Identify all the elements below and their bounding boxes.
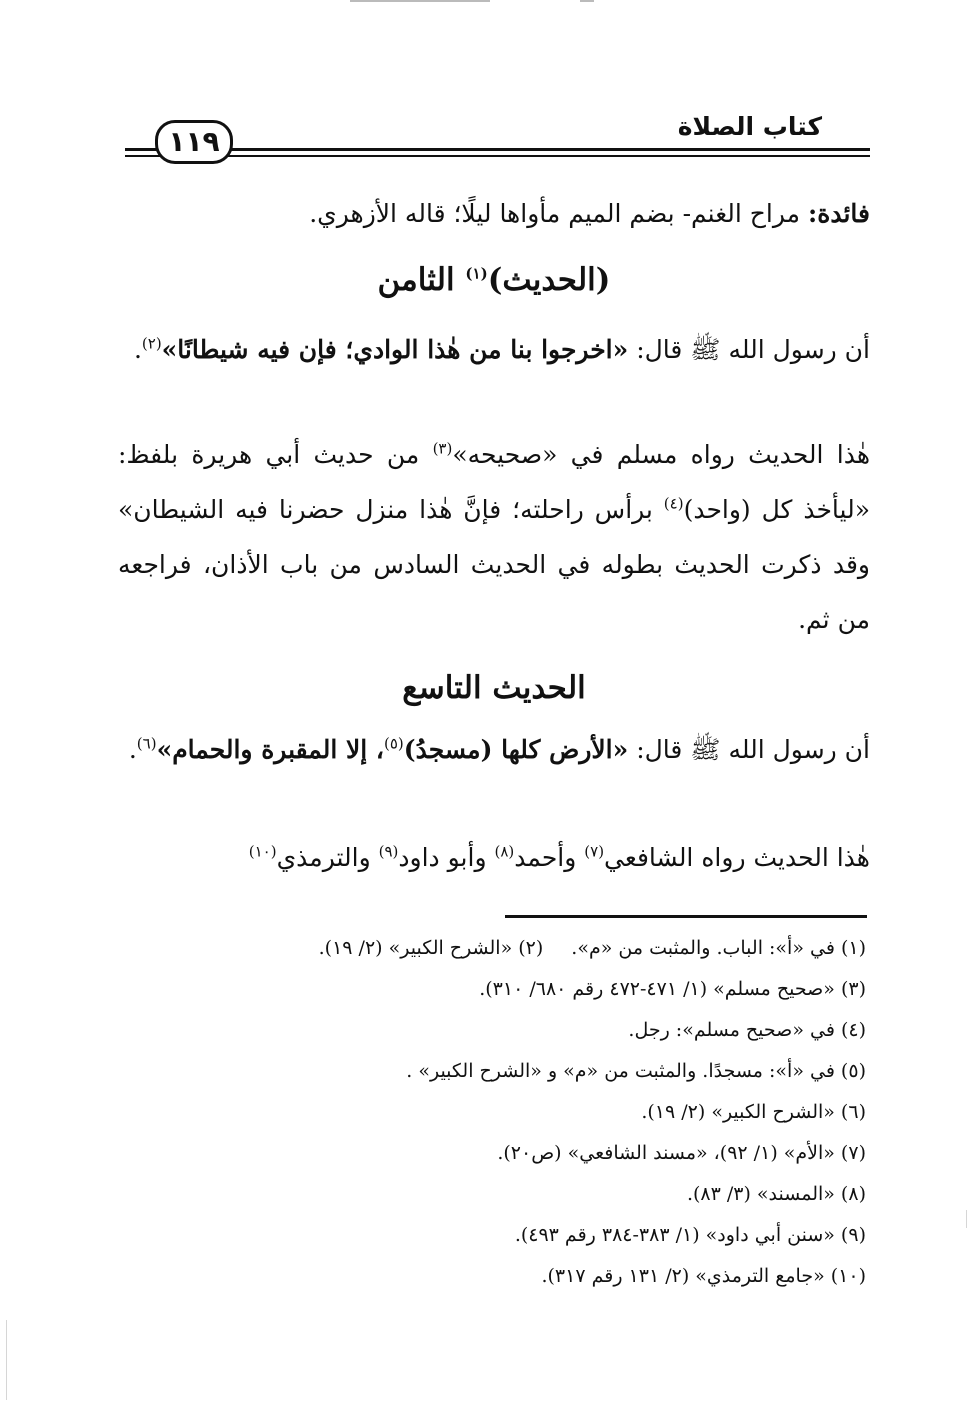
footnote-ref: (٨): [494, 842, 515, 861]
footnote-ref: (٧): [584, 842, 605, 861]
note-label: فائدة:: [808, 199, 870, 228]
hadith-9-text: [118, 722, 870, 777]
hadith-9-heading: الحديث التاسع: [402, 670, 586, 706]
commentary-text: هٰذا الحديث رواه الشافعي: [604, 843, 870, 872]
hadith-8-text: [118, 322, 870, 377]
commentary-text: هٰذا الحديث رواه مسلم في «صحيحه»: [452, 440, 870, 469]
scan-mark: [580, 0, 594, 2]
hadith-quote: «اخرجوا بنا من هٰذا الوادي؛ فإن فيه شيطانًا»: [161, 335, 629, 364]
footnotes: [200, 928, 866, 1297]
footnote-ref: (٤): [663, 494, 684, 513]
heading-word: (الحديث): [487, 262, 611, 298]
page-header: [125, 112, 870, 160]
hadith-9-commentary: [118, 830, 870, 885]
footnote-ref: (٢): [141, 334, 162, 353]
running-title: كتاب الصلاة: [677, 112, 822, 141]
heading-ordinal: الثامن: [377, 262, 466, 298]
hadith-quote: «الأرض كلها (مسجدُ): [403, 735, 629, 764]
footnote: (١) في «أ»: الباب. والمثبت من «م».: [571, 937, 866, 959]
hadith-8-heading: [118, 262, 870, 298]
hadith-intro: أن رسول الله ﷺ قال:: [628, 735, 870, 764]
sentence-end: .: [128, 735, 137, 764]
footnote-ref: (٩): [378, 842, 399, 861]
footnote: (١٠) «جامع الترمذي» (٢/ ١٣١ رقم ٣١٧).: [541, 1265, 866, 1287]
header-rule: [125, 148, 870, 151]
commentary-text: من حديث أبي هريرة بلفظ: «ليأخذ كل (واحد): [118, 440, 870, 524]
page-number: ١١٩: [155, 120, 233, 164]
footnote: (٦) «الشرح الكبير» (٢/ ١٩).: [641, 1101, 866, 1123]
commentary-text: وأحمد: [514, 843, 585, 872]
hadith-quote: ، إلا المقبرة والحمام»: [156, 735, 384, 764]
note-paragraph: [118, 186, 870, 241]
footnote-line: [200, 928, 866, 969]
commentary-text: برأس راحلته؛ فإنَّ هٰذا منزل حضرنا فيه الشيطان» وقد ذكرت الحديث بطوله في الحديث السادس من باب الأذان، فراجعه من ثم.: [118, 495, 870, 634]
footnote: (٥) في «أ»: مسجدًا. والمثبت من «م» و «الشرح الكبير» .: [406, 1060, 866, 1082]
footnote: (٢) «الشرح الكبير» (٢/ ١٩).: [318, 937, 544, 959]
footnote-ref: (٥): [384, 734, 404, 753]
footnote: (٤) في «صحيح مسلم»: رجل.: [628, 1019, 866, 1041]
footnote-separator: [505, 915, 867, 918]
footnote: (٣) «صحيح مسلم» (١/ ٤٧١-٤٧٢ رقم ٦٨٠/ ٣١٠).: [479, 978, 866, 1000]
scan-mark: [350, 0, 490, 2]
footnote: (٩) «سنن أبي داود» (١/ ٣٨٣-٣٨٤ رقم ٤٩٣).: [514, 1224, 866, 1246]
scan-edge: [966, 1210, 967, 1228]
footnote: (٧) «الأم» (١/ ٩٢)، «مسند الشافعي» (ص٢٠).: [497, 1142, 866, 1164]
footnote-ref: (٣): [432, 439, 453, 458]
scan-edge: [6, 1320, 7, 1400]
hadith-intro: أن رسول الله ﷺ قال:: [628, 335, 870, 364]
footnote-ref: (١٠): [248, 842, 277, 861]
commentary-text: والترمذي: [276, 843, 379, 872]
commentary-text: وأبو داود: [398, 843, 495, 872]
sentence-end: .: [133, 335, 142, 364]
note-text: مراح الغنم- بضم الميم مأواها ليلًا؛ قاله الأزهري.: [309, 199, 801, 228]
footnote-ref: (١): [465, 264, 488, 283]
hadith-8-commentary: [118, 427, 870, 647]
footnote: (٨) «المسند» (٣/ ٨٣).: [686, 1183, 866, 1205]
header-rule: [125, 155, 870, 157]
footnote-ref: (٦): [136, 734, 157, 753]
